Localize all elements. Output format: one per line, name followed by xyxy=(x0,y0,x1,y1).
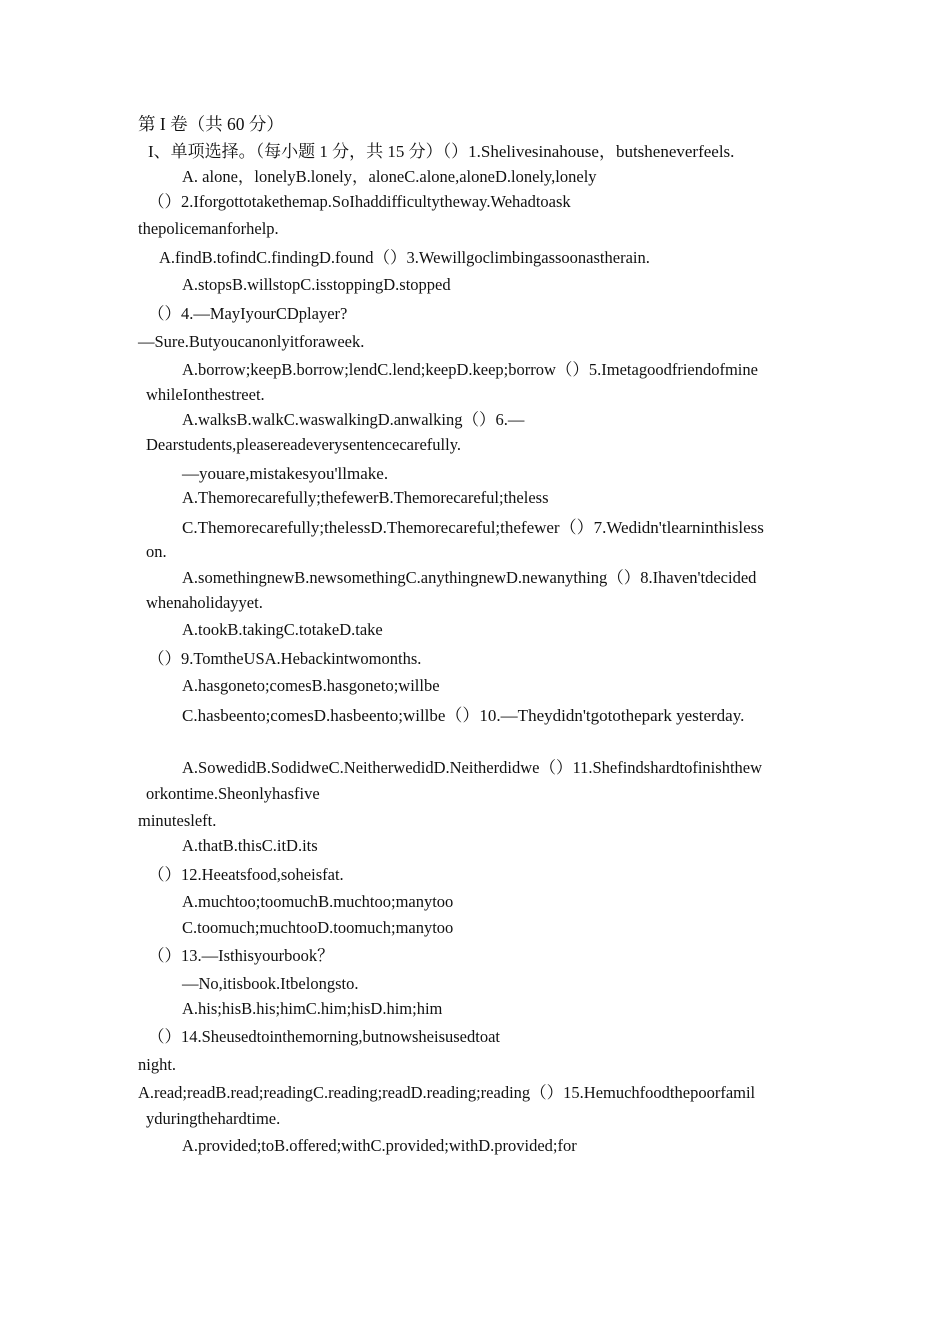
question-stem: orkontime.Sheonlyhasfive xyxy=(146,784,320,803)
question-stem: minutesleft. xyxy=(138,811,217,830)
question-options: A.thatB.thisC.itD.its xyxy=(182,836,318,855)
part-heading: I、单项选择。（每小题 1 分，共 15 分）（）1.Shelivesinahouse，butsheneverfeels. xyxy=(148,142,735,161)
question-options: A.borrow;keepB.borrow;lendC.lend;keepD.keep;borrow（）5.Imetagoodfriendofmine xyxy=(182,360,758,379)
question-options: A.findB.tofindC.findingD.found（）3.Wewillgoclimbingassoonastherain. xyxy=(159,248,650,267)
question-options: A.somethingnewB.newsomethingC.anythingnewD.newanything（）8.Ihaven'tdecided xyxy=(182,568,757,587)
question-options: A.muchtoo;toomuchB.muchtoo;manytoo xyxy=(182,892,454,911)
question-options: C.hasbeento;comesD.hasbeento;willbe（）10.—Theydidn'tgotothepark yesterday. xyxy=(182,706,745,725)
question-stem: on. xyxy=(146,542,167,561)
question-options: A.tookB.takingC.totakeD.take xyxy=(182,620,383,639)
question-stem: yduringthehardtime. xyxy=(146,1109,281,1128)
question-stem: （）4.—MayIyourCDplayer? xyxy=(148,304,348,323)
question-options: A.read;readB.read;readingC.reading;readD.reading;reading（）15.Hemuchfoodthepoorfamil xyxy=(138,1083,756,1102)
question-stem: night. xyxy=(138,1055,177,1074)
question-stem: —Sure.Butyoucanonlyitforaweek. xyxy=(138,332,365,351)
question-options: A.provided;toB.offered;withC.provided;withD.provided;for xyxy=(182,1136,577,1155)
question-options: A.walksB.walkC.waswalkingD.anwalking（）6.— xyxy=(182,410,525,429)
question-stem: Dearstudents,pleasereadeverysentencecarefully. xyxy=(146,435,462,454)
question-options: A.SowedidB.SodidweC.NeitherwedidD.Neitherdidwe（）11.Shefindshardtofinishthew xyxy=(182,758,763,777)
question-options: A.hasgoneto;comesB.hasgoneto;willbe xyxy=(182,676,440,695)
question-options: A. alone，lonelyB.lonely，aloneC.alone,aloneD.lonely,lonely xyxy=(182,167,597,186)
question-stem: （）12.Heeatsfood,soheisfat. xyxy=(148,865,344,884)
question-options: C.Themorecarefully;thelessD.Themorecareful;thefewer（）7.Wedidn'tlearninthisless xyxy=(182,518,764,537)
question-stem: thepolicemanforhelp. xyxy=(138,219,279,238)
question-stem: （）9.TomtheUSA.Hebackintwomonths. xyxy=(148,649,422,668)
question-options: A.stopsB.willstopC.isstoppingD.stopped xyxy=(182,275,451,294)
section-title: 第 I 卷（共 60 分） xyxy=(138,114,284,134)
question-options: A.his;hisB.his;himC.him;hisD.him;him xyxy=(182,999,443,1018)
question-stem: （）14.Sheusedtointhemorning,butnowsheisusedtoat xyxy=(148,1027,500,1046)
question-stem: whenaholidayyet. xyxy=(146,593,263,612)
question-stem: —No,itisbook.Itbelongsto. xyxy=(182,974,359,993)
question-options: C.toomuch;muchtooD.toomuch;manytoo xyxy=(182,918,454,937)
question-stem: —youare,mistakesyou'llmake. xyxy=(182,464,389,483)
question-stem: whileIonthestreet. xyxy=(146,385,265,404)
question-options: A.Themorecarefully;thefewerB.Themorecareful;theless xyxy=(182,488,549,507)
question-stem: （）2.Iforgottotakethemap.SoIhaddifficultytheway.Wehadtoask xyxy=(148,192,571,211)
question-stem: （）13.—Isthisyourbook？ xyxy=(148,946,334,965)
